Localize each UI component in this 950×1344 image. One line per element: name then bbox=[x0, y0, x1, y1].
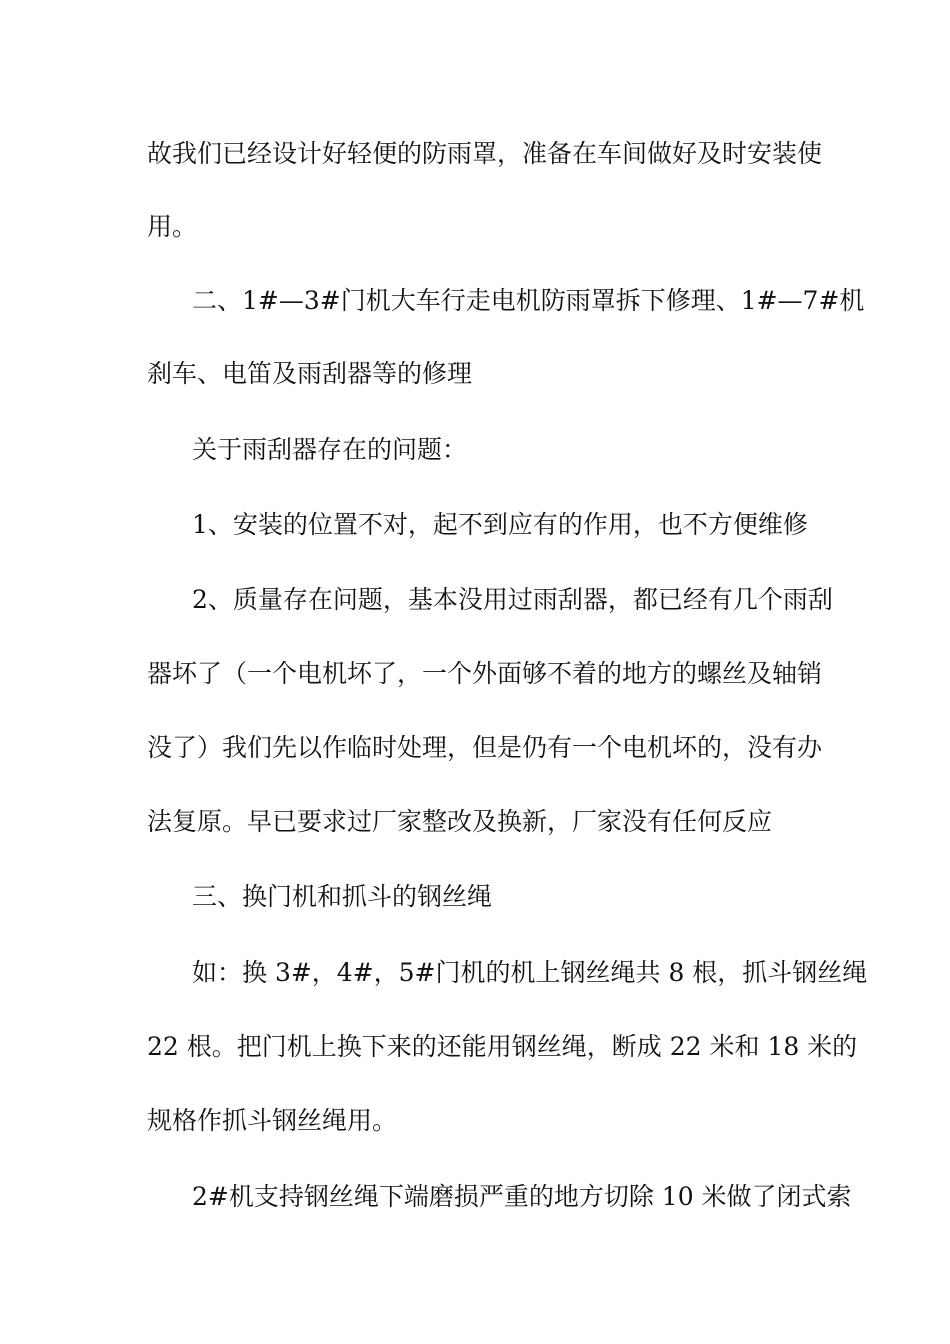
paragraph-line: 如：换 3#，4#，5#门机的机上钢丝绳共 8 根，抓斗钢丝绳 bbox=[192, 958, 868, 987]
section-heading-continued: 刹车、电笛及雨刮器等的修理 bbox=[147, 359, 473, 388]
list-item: 1、安装的位置不对，起不到应有的作用，也不方便维修 bbox=[192, 510, 808, 539]
list-item-continued: 没了）我们先以作临时处理，但是仍有一个电机坏的，没有办 bbox=[147, 733, 823, 762]
paragraph-line: 22 根。把门机上换下来的还能用钢丝绳，断成 22 米和 18 米的 bbox=[147, 1032, 858, 1061]
paragraph-line: 故我们已经设计好轻便的防雨罩，准备在车间做好及时安装使 bbox=[147, 139, 823, 168]
section-heading: 三、换门机和抓斗的钢丝绳 bbox=[192, 882, 493, 911]
section-heading: 二、1#—3#门机大车行走电机防雨罩拆下修理、1#—7#机 bbox=[192, 286, 865, 315]
list-item-continued: 器坏了（一个电机坏了，一个外面够不着的地方的螺丝及轴销 bbox=[147, 659, 823, 688]
list-item: 2、质量存在问题，基本没用过雨刮器，都已经有几个雨刮 bbox=[192, 585, 833, 614]
paragraph-line: 2#机支持钢丝绳下端磨损严重的地方切除 10 米做了闭式索 bbox=[192, 1182, 852, 1211]
paragraph-line: 关于雨刮器存在的问题： bbox=[192, 435, 468, 464]
paragraph-line: 规格作抓斗钢丝绳用。 bbox=[147, 1106, 398, 1135]
list-item-continued: 法复原。早已要求过厂家整改及换新，厂家没有任何反应 bbox=[147, 807, 773, 836]
paragraph-line: 用。 bbox=[147, 212, 198, 241]
